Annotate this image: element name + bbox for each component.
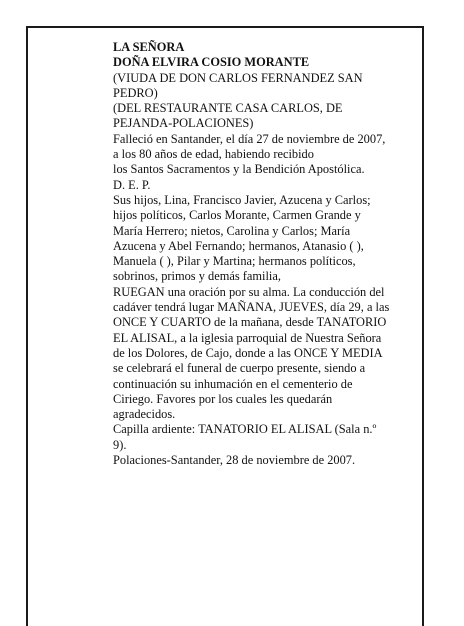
notice-line: agradecidos. [113,407,176,422]
notice-line: a los 80 años de edad, habiendo recibido [113,147,314,162]
notice-line: PEJANDA-POLACIONES) [113,116,254,131]
notice-title: LA SEÑORA [113,40,185,54]
deceased-name: DOÑA ELVIRA COSIO MORANTE [113,55,310,70]
notice-line: (VIUDA DE DON CARLOS FERNANDEZ SAN [113,70,363,85]
notice-line: RUEGAN una oración por su alma. La conducción del [113,284,385,299]
obituary-notice [113,40,423,468]
notice-line: hijos políticos, Carlos Morante, Carmen Grande y [113,208,361,223]
notice-line: Capilla ardiente: TANATORIO EL ALISAL (Sala n.º [113,422,377,437]
notice-line: Sus hijos, Lina, Francisco Javier, Azucena y Carlos; [113,192,371,207]
notice-line: sobrinos, primos y demás familia, [113,269,281,284]
notice-line: Polaciones-Santander, 28 de noviembre de 2007. [113,453,356,468]
notice-line: Falleció en Santander, el día 27 de noviembre de 2007, [113,131,386,146]
notice-line: Manuela ( ), Pilar y Martina; hermanos políticos, [113,254,356,269]
notice-line: María Herrero; nietos, Carolina y Carlos; María [113,223,351,238]
notice-line: cadáver tendrá lugar MAÑANA, JUEVES, día 29, a las [113,300,390,315]
notice-line: de los Dolores, de Cajo, donde a las ONCE Y MEDIA [113,345,383,360]
notice-line: (DEL RESTAURANTE CASA CARLOS, DE [113,101,343,116]
notice-line: EL ALISAL, a la iglesia parroquial de Nuestra Señora [113,330,382,345]
notice-line: Azucena y Abel Fernando; hermanos, Atanasio ( ), [113,238,364,253]
notice-line: ONCE Y CUARTO de la mañana, desde TANATORIO [113,315,387,330]
notice-line: Ciriego. Favores por los cuales les quedarán [113,391,333,406]
notice-line: los Santos Sacramentos y la Bendición Apostólica. [113,162,365,177]
notice-line: D. E. P. [113,177,151,192]
notice-line: se celebrará el funeral de cuerpo presente, siendo a [113,361,366,376]
notice-line: 9). [113,437,127,452]
notice-line: PEDRO) [113,85,158,100]
notice-line: continuación su inhumación en el cementerio de [113,376,353,391]
